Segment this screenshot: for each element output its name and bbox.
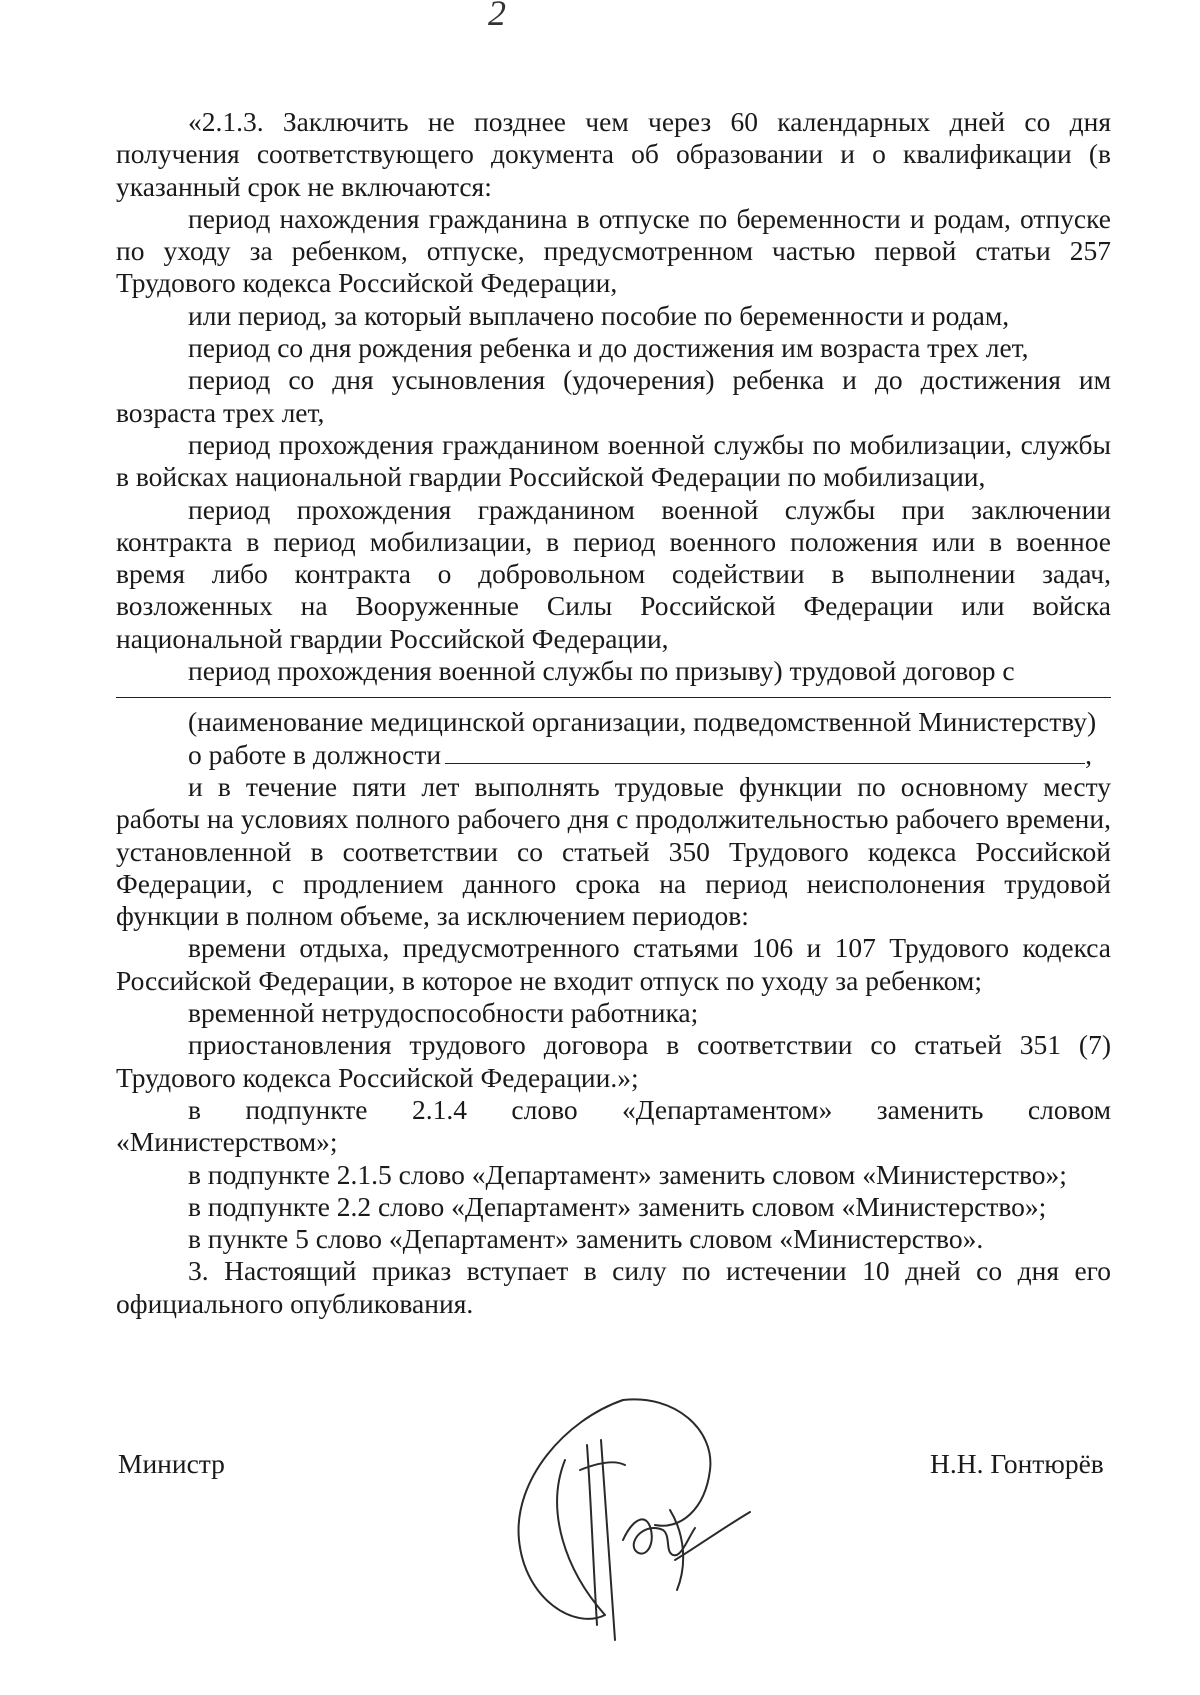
position-label: о работе в должности [188, 738, 442, 770]
paragraph-contract-service: период прохождения гражданином военной службы при заключении контракта в период мобилизации, в период военного положения или в военное время либо контракта о добровольном содействии в выполнении задач, возложенных на Вооруженные Силы Российской Федерации или войска национальной гвардии Российской Федерации, [116, 493, 1111, 654]
paragraph-point-5: в пункте 5 слово «Департамент» заменить словом «Министерство». [188, 1223, 984, 1255]
page-number: 2 [488, 0, 506, 33]
position-suffix: , [1085, 738, 1092, 770]
paragraph-subpoint-2-1-4: в подпункте 2.1.4 слово «Департаментом» заменить словом «Министерством»; [116, 1093, 1111, 1158]
handwritten-signature [505, 1390, 755, 1660]
paragraph-adoption: период со дня усыновления (удочерения) ребенка и до достижения им возраста трех лет, [116, 364, 1111, 428]
position-line [116, 739, 1111, 771]
paragraph-mobilization: период прохождения гражданином военной службы по мобилизации, службы в войсках национальной гвардии Российской Федерации по мобилизации, [116, 428, 1111, 493]
paragraph-subpoint-2-2: в подпункте 2.2 слово «Департамент» заменить словом «Министерство»; [188, 1190, 1047, 1222]
paragraph-2-1-3: «2.1.3. Заключить не позднее чем через 60 календарных дней со дня получения соответствующего документа об образовании и о квалификации (в указанный срок не включаются: [116, 106, 1111, 202]
signatory-title: Министр [118, 1448, 225, 1479]
paragraph-rest-time: времени отдыха, предусмотренного статьями 106 и 107 Трудового кодекса Российской Федерации, в которое не входит отпуск по уходу за ребенком; [116, 932, 1111, 996]
paragraph-conscription: период прохождения военной службы по призыву) трудовой договор с [188, 655, 1015, 687]
paragraph-maternity-leave: период нахождения гражданина в отпуске по беременности и родам, отпуске по уходу за ребенком, отпуске, предусмотренном частью первой статьи 257 Трудового кодекса Российской Федерации, [116, 202, 1111, 299]
paragraph-disability: временной нетрудоспособности работника; [188, 997, 699, 1029]
paragraph-subpoint-2-1-5: в подпункте 2.1.5 слово «Департамент» заменить словом «Министерство»; [188, 1158, 1067, 1190]
paragraph-effective-date: 3. Настоящий приказ вступает в силу по истечении 10 дней со дня его официального опубликования. [116, 1255, 1111, 1319]
paragraph-maternity-benefit: или период, за который выплачено пособие по беременности и родам, [188, 299, 1010, 331]
organization-fill-line [116, 697, 1111, 698]
paragraph-five-years: и в течение пяти лет выполнять трудовые функции по основному месту работы на условиях полного рабочего дня с продолжительностью рабочего времени, установленной в соответствии со статьей 350 Трудового кодекса Российской Федерации, с продлением данного срока на период неисполонения трудовой функции в полном объеме, за исключением периодов: [116, 770, 1111, 932]
position-fill-line [445, 739, 1085, 764]
paragraph-suspension: приостановления трудового договора в соответствии со статьей 351 (7) Трудового кодекса Российской Федерации.»; [116, 1029, 1111, 1093]
signatory-name: Н.Н. Гонтюрёв [930, 1448, 1104, 1479]
paragraph-child-birth: период со дня рождения ребенка и до достижения им возраста трех лет, [188, 332, 1029, 364]
organization-caption: (наименование медицинской организации, подведомственной Министерству) [188, 706, 1097, 738]
document-body [116, 106, 1111, 1320]
